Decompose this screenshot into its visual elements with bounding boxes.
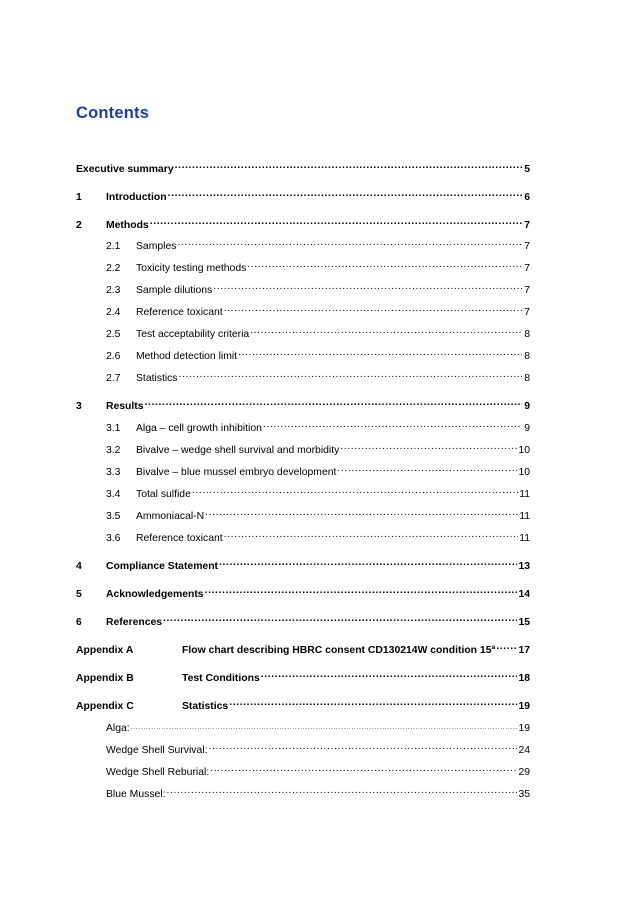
toc-entry-label: Wedge Shell Survival: [106,745,208,756]
toc-entry-introduction[interactable] [76,189,530,203]
toc-entry-page: 9 [524,401,530,412]
toc-entry-appendix-b[interactable] [76,670,530,684]
toc-entry-reference-toxicant-results[interactable] [106,530,530,544]
toc-leader [219,558,517,569]
toc-entry-page: 29 [518,767,530,778]
toc-entry-page: 15 [518,617,530,628]
toc-entry-label: Compliance Statement [106,561,219,572]
toc-leader [261,670,518,681]
toc-entry-label: Blue Mussel: [106,789,166,800]
toc-entry-page: 19 [518,701,530,712]
toc-entry-label: Alga – cell growth inhibition [136,423,262,434]
toc-entry-page: 7 [524,241,530,252]
toc-leader [163,614,517,625]
toc-entry-wedge-shell-survival[interactable] [106,442,530,456]
toc-leader [166,786,517,797]
toc-leader [205,508,518,519]
toc-entry-number: 1 [76,192,82,203]
toc-entry-page: 8 [524,329,530,340]
toc-leader [208,742,517,753]
toc-entry-page: 7 [524,263,530,274]
toc-entry-page: 17 [518,645,530,656]
toc-entry-label: Executive summary [76,164,174,175]
toc-leader [229,698,517,709]
toc-entry-number: 3.4 [106,489,121,500]
toc-entry-label: Flow chart describing HBRC consent CD130214W condition 15ª [182,645,496,656]
toc-entry-page: 5 [524,164,530,175]
toc-entry-test-acceptability-criteria[interactable] [106,326,530,340]
toc-entry-label: Test acceptability criteria [136,329,250,340]
toc-leader [496,642,517,653]
toc-leader [263,420,522,431]
page-title: Contents [76,104,150,122]
toc-entry-label: Introduction [106,192,167,203]
toc-entry-sample-dilutions[interactable] [106,282,530,296]
toc-entry-compliance-statement[interactable] [76,558,530,572]
toc-entry-blue-mussel-embryo[interactable] [106,464,530,478]
toc-entry-total-sulfide[interactable] [106,486,530,500]
toc-leader [179,370,522,381]
toc-entry-page: 13 [518,561,530,572]
toc-entry-page: 7 [524,285,530,296]
toc-entry-number: 3.1 [106,423,121,434]
toc-entry-number: 2 [76,220,82,231]
toc-entry-number: 2.3 [106,285,121,296]
toc-entry-label: Alga: [106,723,130,734]
toc-entry-references[interactable] [76,614,530,628]
toc-entry-number: 3 [76,401,82,412]
toc-leader [150,217,522,228]
toc-entry-wedge-shell-survival-statistics[interactable] [106,742,530,756]
toc-entry-page: 11 [519,511,530,522]
toc-entry-statistics[interactable] [106,370,530,384]
toc-entry-page: 14 [518,589,530,600]
toc-leader [168,189,522,200]
toc-leader [224,530,519,541]
toc-entry-number: 3.6 [106,533,121,544]
toc-entry-executive-summary[interactable] [76,161,530,175]
toc-entry-page: 24 [518,745,530,756]
toc-entry-label: References [106,617,163,628]
toc-entry-page: 7 [524,307,530,318]
toc-leader [250,326,522,337]
toc-entry-page: 10 [518,467,530,478]
toc-entry-number: 3.3 [106,467,121,478]
toc-entry-label: Sample dilutions [136,285,213,296]
toc-entry-number: 3.2 [106,445,121,456]
toc-entry-number: 5 [76,589,82,600]
toc-entry-label: Statistics [182,701,229,712]
toc-entry-reference-toxicant[interactable] [106,304,530,318]
toc-entry-page: 8 [524,373,530,384]
toc-entry-alga-statistics[interactable] [106,720,530,734]
toc-leader [247,260,522,271]
toc-entry-label: Bivalve – blue mussel embryo development [136,467,337,478]
toc-entry-label: Statistics [136,373,178,384]
toc-leader [210,764,517,775]
toc-entry-page: 9 [524,423,530,434]
toc-entry-page: 10 [518,445,530,456]
toc-entry-page: 7 [524,220,530,231]
toc-entry-page: 11 [519,489,530,500]
toc-entry-label: Samples [136,241,177,252]
toc-entry-acknowledgements[interactable] [76,586,530,600]
toc-entry-page: 6 [524,192,530,203]
toc-entry-samples[interactable] [106,238,530,252]
toc-entry-label: Reference toxicant [136,533,223,544]
toc-entry-wedge-shell-reburial-statistics[interactable] [106,764,530,778]
toc-entry-label: Toxicity testing methods [136,263,247,274]
toc-leader [145,398,522,409]
toc-entry-label: Acknowledgements [106,589,204,600]
toc-leader [131,720,518,731]
toc-entry-number: 6 [76,617,82,628]
toc-entry-label: Bivalve – wedge shell survival and morbidity [136,445,340,456]
toc-entry-label: Reference toxicant [136,307,223,318]
toc-entry-number: 2.1 [106,241,121,252]
toc-entry-number: Appendix A [76,645,134,656]
toc-entry-label: Method detection limit [136,351,238,362]
toc-entry-number: 2.6 [106,351,121,362]
toc-entry-blue-mussel-statistics[interactable] [106,786,530,800]
toc-leader [340,442,517,453]
toc-entry-method-detection-limit[interactable] [106,348,530,362]
toc-entry-number: Appendix B [76,673,134,684]
toc-entry-label: Test Conditions [182,673,260,684]
toc-entry-number: 3.5 [106,511,121,522]
toc-leader [337,464,517,475]
toc-leader [205,586,518,597]
toc-entry-label: Total sulfide [136,489,191,500]
toc-entry-label: Results [106,401,144,412]
toc-entry-page: 18 [518,673,530,684]
toc-entry-label: Methods [106,220,149,231]
toc-entry-page: 8 [524,351,530,362]
toc-entry-page: 35 [518,789,530,800]
toc-entry-number: 2.7 [106,373,121,384]
toc-entry-methods[interactable] [76,217,530,231]
toc-entry-appendix-c[interactable] [76,698,530,712]
toc-entry-number: 2.4 [106,307,121,318]
toc-entry-results[interactable] [76,398,530,412]
toc-entry-number: 2.2 [106,263,121,274]
toc-entry-appendix-a[interactable] [76,642,530,656]
toc-entry-page: 19 [518,723,530,734]
toc-entry-label: Wedge Shell Reburial: [106,767,210,778]
toc-entry-number: 4 [76,561,82,572]
toc-leader [224,304,522,315]
toc-leader [238,348,522,359]
toc-leader [192,486,518,497]
toc-entry-toxicity-testing-methods[interactable] [106,260,530,274]
toc-entry-number: 2.5 [106,329,121,340]
toc-leader [175,161,522,172]
toc-entry-alga-cell-growth[interactable] [106,420,530,434]
toc-entry-ammoniacal-n[interactable] [106,508,530,522]
toc-entry-label: Ammoniacal-N [136,511,205,522]
toc-entry-page: 11 [519,533,530,544]
toc-leader [213,282,522,293]
toc-entry-number: Appendix C [76,701,134,712]
toc-leader [177,238,522,249]
